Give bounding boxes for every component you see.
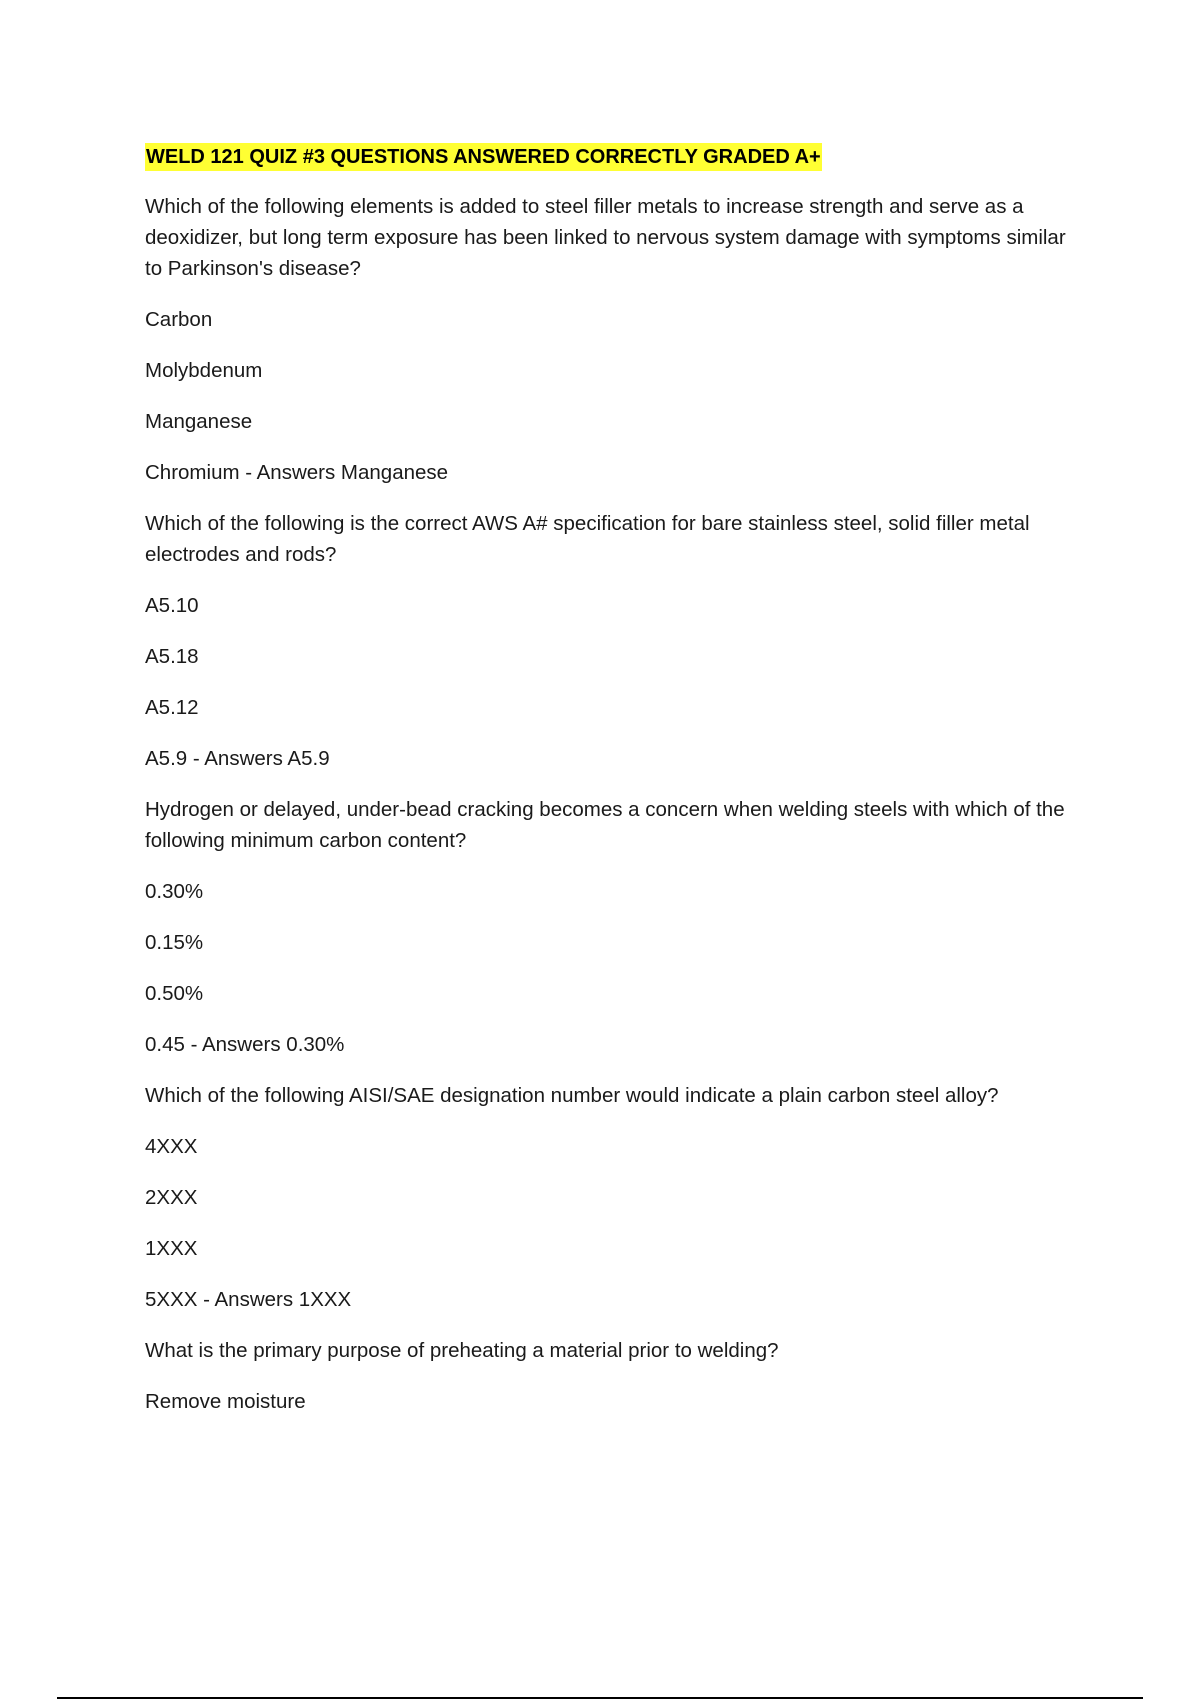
- answer-option: A5.10: [145, 594, 199, 617]
- answer-option: 0.50%: [145, 982, 204, 1005]
- question-text: What is the primary purpose of preheating a material prior to welding?: [145, 1339, 779, 1362]
- answer-option: 1XXX: [145, 1237, 198, 1260]
- answer-option: Remove moisture: [145, 1390, 306, 1413]
- document-page: [145, 143, 1085, 1437]
- answer-option: A5.12: [145, 696, 199, 719]
- answer-option: Manganese: [145, 410, 253, 433]
- question-text: Which of the following AISI/SAE designation number would indicate a plain carbon steel alloy?: [145, 1084, 999, 1107]
- question-text: Which of the following elements is added to steel filler metals to increase strength and serve as a deoxidizer, but long term exposure has been linked to nervous system damage with symptoms similar to Parkinson's disease?: [145, 195, 1066, 280]
- answer-option: Carbon: [145, 308, 213, 331]
- answer-option: 2XXX: [145, 1186, 198, 1209]
- answer-option: Molybdenum: [145, 359, 263, 382]
- question-block: [145, 508, 1085, 774]
- question-block: [145, 794, 1085, 1060]
- answer-option-with-answer: 5XXX - Answers 1XXX: [145, 1288, 352, 1311]
- question-block: [145, 1080, 1085, 1315]
- answer-option: A5.18: [145, 645, 199, 668]
- question-block: [145, 1335, 1085, 1417]
- footer-divider: [57, 1697, 1143, 1699]
- document-title: WELD 121 QUIZ #3 QUESTIONS ANSWERED CORRECTLY GRADED A+: [145, 143, 822, 171]
- answer-option: 4XXX: [145, 1135, 198, 1158]
- answer-option-with-answer: 0.45 - Answers 0.30%: [145, 1033, 345, 1056]
- answer-option: 0.15%: [145, 931, 204, 954]
- answer-option: 0.30%: [145, 880, 204, 903]
- answer-option-with-answer: A5.9 - Answers A5.9: [145, 747, 330, 770]
- question-block: [145, 191, 1085, 488]
- question-text: Which of the following is the correct AWS A# specification for bare stainless steel, solid filler metal electrodes and rods?: [145, 512, 1030, 566]
- answer-option-with-answer: Chromium - Answers Manganese: [145, 461, 449, 484]
- question-text: Hydrogen or delayed, under-bead cracking becomes a concern when welding steels with which of the following minimum carbon content?: [145, 798, 1065, 852]
